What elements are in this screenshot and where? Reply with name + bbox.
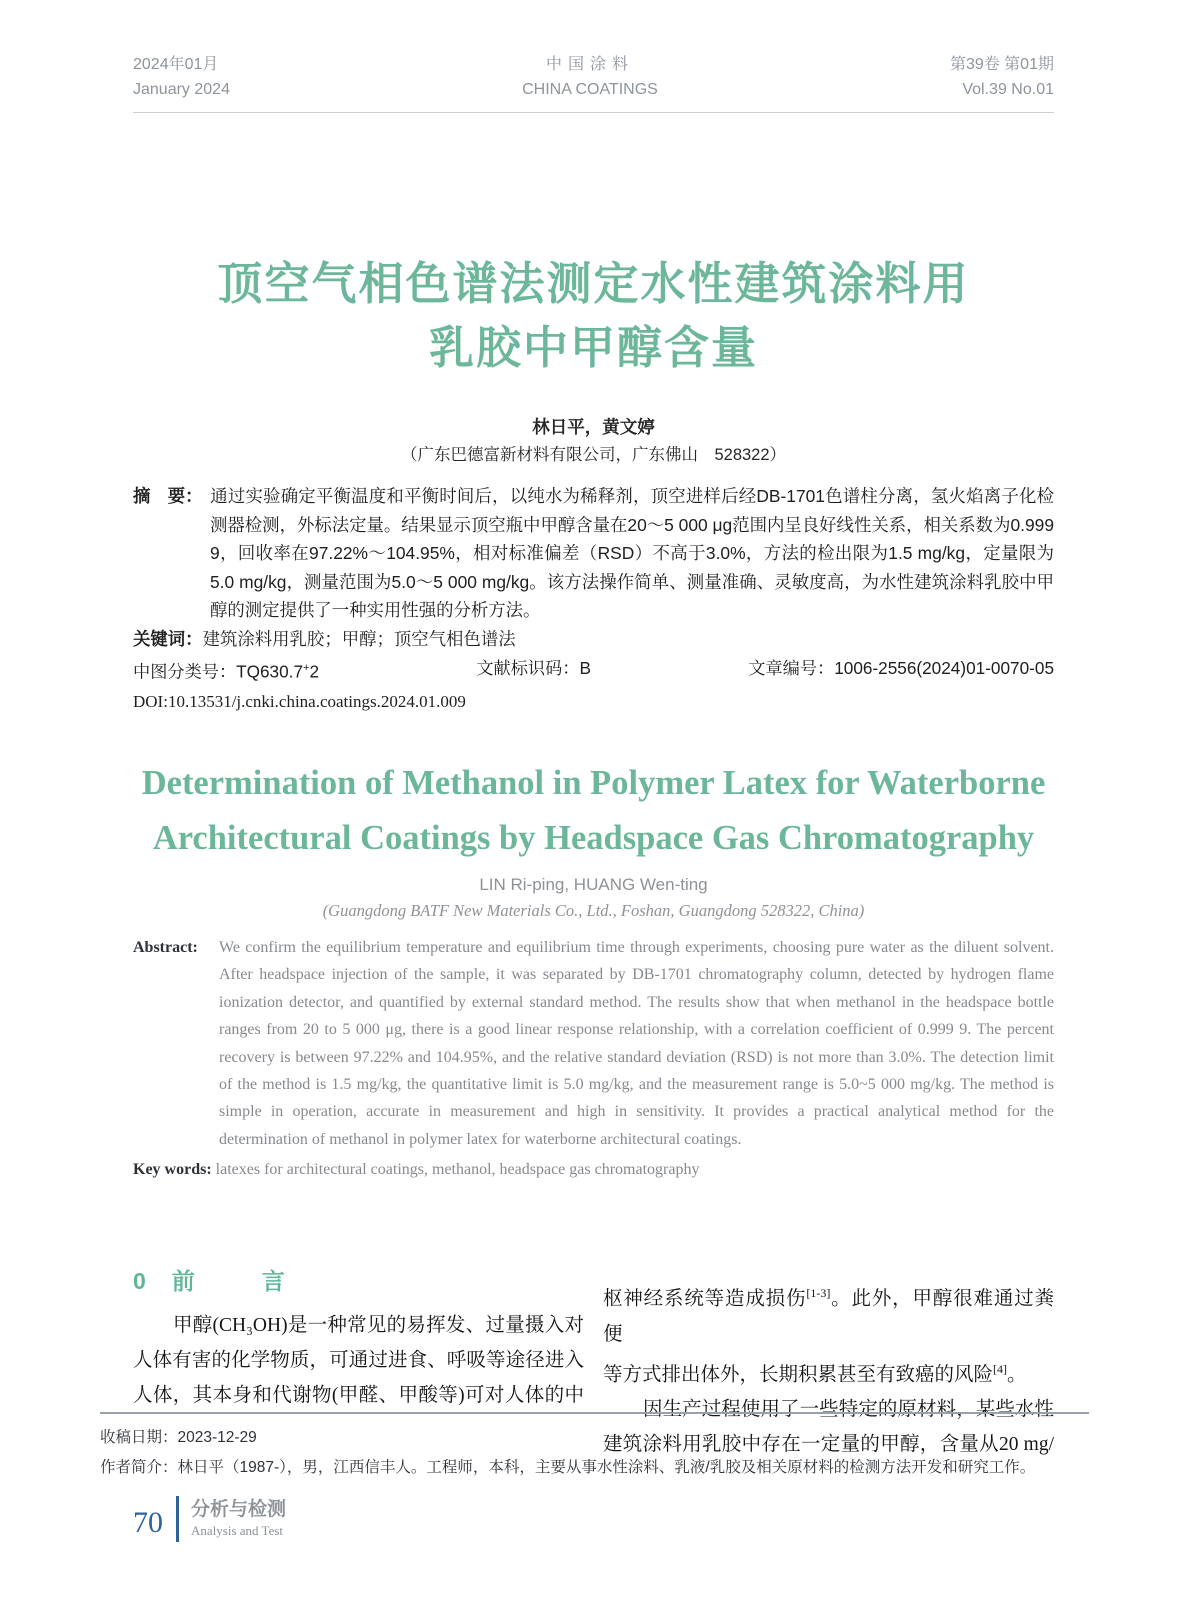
abstract-en bbox=[133, 934, 1054, 1153]
running-head-date bbox=[133, 52, 230, 102]
body-line bbox=[603, 1276, 1054, 1352]
section-heading bbox=[133, 1266, 584, 1296]
abstract-cn-label: 摘 要： bbox=[133, 486, 203, 506]
body-line bbox=[603, 1352, 1054, 1393]
keywords-en-text: latexes for architectural coatings, methanol, headspace gas chromatography bbox=[215, 1161, 700, 1179]
clc-superscript: + bbox=[303, 661, 310, 674]
affiliation-cn: （广东巴德富新材料有限公司，广东佛山 528322） bbox=[400, 446, 787, 464]
section-title: 前 言 bbox=[171, 1268, 307, 1294]
footer-column-labels bbox=[191, 1498, 286, 1540]
footer-column-en: Analysis and Test bbox=[191, 1523, 284, 1538]
citation-superscript: [1-3] bbox=[806, 1286, 831, 1300]
abstract-en-label: Abstract: bbox=[133, 939, 198, 956]
clc-tail: 2 bbox=[309, 661, 320, 682]
clc-label: 中图分类号：TQ630.7 bbox=[133, 661, 304, 682]
journal-name-en: CHINA COATINGS bbox=[522, 81, 658, 98]
body-line-text: 枢神经系统等造成损伤 bbox=[603, 1288, 807, 1310]
body-line: 人体，其本身和代谢物(甲醛、甲酸等)可对人体的中 bbox=[133, 1385, 584, 1406]
issue-cn: 第39卷 第01期 bbox=[949, 56, 1054, 73]
keywords-cn-text: 建筑涂料用乳胶；甲醇；顶空气相色谱法 bbox=[202, 628, 516, 649]
date-en: January 2024 bbox=[133, 81, 230, 98]
body-text-left bbox=[133, 1308, 584, 1413]
keywords-en-label: Key words: bbox=[133, 1161, 212, 1179]
abstract-cn-block bbox=[133, 482, 1054, 716]
body-column-left bbox=[133, 1266, 584, 1413]
affiliation-en: (Guangdong BATF New Materials Co., Ltd., Foshan, Guangdong 528322, China) bbox=[322, 901, 865, 920]
journal-name-cn: 中国涂料 bbox=[545, 56, 634, 73]
article-title-en bbox=[0, 756, 1187, 866]
page-footer bbox=[133, 1496, 286, 1542]
meta-row bbox=[133, 654, 1054, 686]
authors-cn: 林日平，黄文婷 bbox=[532, 417, 655, 437]
running-head bbox=[133, 52, 1054, 102]
clc-number bbox=[133, 654, 319, 686]
article-title-en-line2: Architectural Coatings by Headspace Gas Chromatography bbox=[152, 819, 1035, 857]
keywords-cn-label: 关键词： bbox=[133, 628, 203, 649]
article-title-cn bbox=[0, 252, 1187, 380]
abstract-en-block bbox=[133, 934, 1054, 1184]
article-title-cn-line1: 顶空气相色谱法测定水性建筑涂料用 bbox=[217, 258, 970, 309]
footer-column-cn: 分析与检测 bbox=[191, 1499, 287, 1520]
header-divider bbox=[133, 112, 1054, 113]
body-line: 人体有害的化学物质，可通过进食、呼吸等途径进入 bbox=[133, 1350, 584, 1371]
body-line: 因生产过程使用了一些特定的原材料，某些水性 bbox=[643, 1399, 1054, 1420]
keywords-cn bbox=[133, 625, 1054, 654]
body-line-text: 等方式排出体外，长期积累甚至有致癌的风险 bbox=[603, 1364, 994, 1385]
doi: DOI:10.13531/j.cnki.china.coatings.2024.01.009 bbox=[133, 691, 466, 711]
body-line: 甲醇(CH₃OH)是一种常见的易挥发、过量摄入对 bbox=[173, 1315, 584, 1336]
received-date: 收稿日期：2023-12-29 bbox=[100, 1429, 257, 1446]
body-line: 建筑涂料用乳胶中存在一定量的甲醇，含量从20 mg/ bbox=[603, 1434, 1054, 1455]
footnote-block bbox=[100, 1412, 1089, 1483]
abstract-en-text: We confirm the equilibrium temperature and equilibrium time through experiments, choosing pure water as the diluent solvent. After headspace injection of the sample, it was separated by DB-1701 chromatography column, detected by hydrogen flame ionization detector, and quantified by external standard method. The results show that when methanol in the headspace bottle ranges from 20 to 5 000 μg, there is a good linear response relationship, with a correlation coefficient of 0.999 9. The percent recovery is between 97.22% and 104.95%, and the relative standard deviation (RSD) is not more than 3.0%. The detection limit of the method is 1.5 mg/kg, the quantitative limit is 5.0 mg/kg, and the measurement range is 5.0~5 000 mg/kg. The method is simple in operation, accurate in measurement and high in sensitivity. It provides a practical analytical method for the determination of methanol in polymer latex for waterborne architectural coatings. bbox=[219, 939, 1054, 1148]
article-title-cn-line2: 乳胶中甲醇含量 bbox=[428, 322, 758, 373]
abstract-cn-text: 通过实验确定平衡温度和平衡时间后，以纯水为稀释剂，顶空进样后经DB-1701色谱柱分离，氢火焰离子化检测器检测，外标法定量。结果显示顶空瓶中甲醇含量在20～5 000 μg范围内呈良好线性关系，相关系数为0.999 9，回收率在97.22%～104.95%，相对标准偏差（RSD）不高于3.0%，方法的检出限为1.5 mg/kg，定量限为5.0 mg/kg，测量范围为5.0～5 000 mg/kg。该方法操作简单、测量准确、灵敏度高，为水性建筑涂料乳胶中甲醇的测定提供了一种实用性强的分析方法。 bbox=[210, 486, 1054, 621]
document-code: 文献标识码：B bbox=[476, 657, 591, 678]
footer-divider-bar bbox=[176, 1496, 179, 1542]
citation-superscript: [4] bbox=[993, 1361, 1008, 1376]
abstract-cn bbox=[133, 482, 1054, 625]
authors-en: LIN Ri-ping, HUANG Wen-ting bbox=[479, 875, 708, 894]
date-cn: 2024年01月 bbox=[133, 56, 219, 73]
running-head-issue bbox=[950, 52, 1054, 102]
author-bio: 作者简介：林日平（1987-），男，江西信丰人。工程师，本科，主要从事水性涂料、乳液/乳胶及相关原材料的检测方法开发和研究工作。 bbox=[100, 1459, 1036, 1476]
running-head-journal bbox=[522, 52, 658, 102]
keywords-en bbox=[133, 1156, 1054, 1183]
issue-en: Vol.39 No.01 bbox=[962, 81, 1054, 98]
section-number: 0 bbox=[133, 1268, 146, 1294]
page-number: 70 bbox=[133, 1506, 163, 1539]
article-title-en-line1: Determination of Methanol in Polymer Latex for Waterborne bbox=[141, 764, 1046, 802]
body-line-text: 。 bbox=[1007, 1364, 1027, 1385]
article-number: 文章编号：1006-2556(2024)01-0070-05 bbox=[748, 657, 1054, 678]
body-line-text: 。此外，甲醇很难通过粪便 bbox=[603, 1288, 1054, 1345]
